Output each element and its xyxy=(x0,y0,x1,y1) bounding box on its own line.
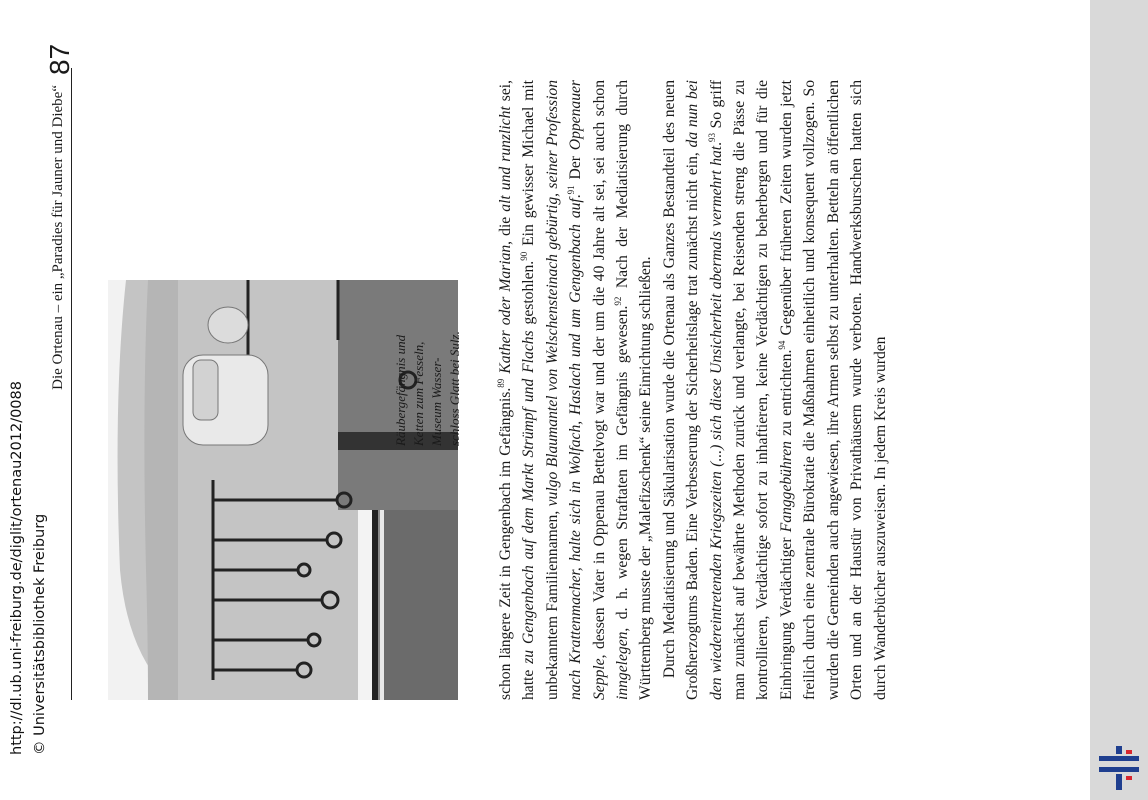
text-run: Durch Mediatisierung und Säkularisation wurde die Ortenau als Ganzes Bestandteil des neuen Großherzogtums Baden. Eine Verbesserung der Sicherheitslage trat zunächst nicht ein, xyxy=(660,80,702,700)
footnote-ref: 93 xyxy=(706,132,717,142)
footnote-ref: 94 xyxy=(776,340,787,350)
text-run xyxy=(497,374,514,379)
caption-line: Ketten zum Fesseln, xyxy=(411,341,426,446)
source-url[interactable]: http://dl.ub.uni-freiburg.de/diglit/ortenau2012/0088 xyxy=(9,381,25,755)
footnote-ref: 92 xyxy=(612,296,623,306)
italic-quote: inngelegen xyxy=(614,631,632,700)
page-number: 87 xyxy=(44,43,75,75)
text-run: schon längere Zeit in Gengenbach im Gefängnis. xyxy=(497,387,514,700)
caption-line: Museum Wasser- xyxy=(429,357,444,446)
text-run: , dessen Vater in Oppenau Bettelvogt war und der um die 40 Jahre alt sei, sei auch schon xyxy=(590,80,608,659)
text-run: . xyxy=(707,141,725,146)
header-rule xyxy=(71,68,72,700)
library-sidebar xyxy=(1090,0,1148,800)
italic-quote: alt und runzlicht xyxy=(497,106,514,212)
paragraph-2 xyxy=(658,80,892,700)
italic-quote: Fanggebühren xyxy=(777,441,795,533)
italic-quote: da nun bei den wiedereintretenden Kriegszeiten (...) sich diese Unsicherheit abermals vermehrt hat xyxy=(684,80,725,700)
text-run: , die xyxy=(497,211,514,245)
footnote-ref: 89 xyxy=(495,378,506,388)
body-text xyxy=(494,80,892,700)
copyright-notice: © Universitätsbibliothek Freiburg xyxy=(32,513,48,755)
paragraph-1 xyxy=(494,80,658,700)
running-head: Die Ortenau – ein „Paradies für Jauner und Diebe“ xyxy=(50,85,66,390)
footnote-ref: 90 xyxy=(519,251,530,261)
italic-quote: Oppenauer Sepple xyxy=(567,80,608,700)
text-run: Gegenüber früheren Zeiten wurden jetzt freilich durch eine zentrale Bürokratie die Maßnahmen einheitlich und konsequent vollzogen. So wurden die Gemeinden auch angewiesen, ihre Armen selbst zu unterhalten. Betteln an öffentlichen Orten und an der Haustür von Privathäusern wurde verboten. Handwerksburschen hatten sich durch Wanderbücher auszuweisen. In jedem Kreis wurden xyxy=(777,80,889,700)
footnote-ref: 91 xyxy=(566,185,577,195)
photo-caption xyxy=(392,246,464,446)
text-run: Nach der Mediatisierung durch Württemberg musste der „Malefizschenk“ seine Einrichtung schließen. xyxy=(614,79,655,700)
italic-quote: Kather oder Marian xyxy=(497,244,514,374)
text-run: Der xyxy=(567,150,585,186)
text-run: , d. h. wegen Straftaten im Gefängnis gewesen. xyxy=(614,305,632,632)
text-run: Ein gewisser Michael mit unbekanntem Familiennamen, xyxy=(520,79,561,700)
text-run: So griff man zunächst auf bewährte Methoden zurück und verlangte, bei Reisenden streng die Pässe zu kontrollieren, Verdächtige sofort zu inhaftieren, keine Verdächtigen zu beherbergen und für die Einbringung Verdächtiger xyxy=(707,80,795,700)
caption-line: Räubergefängnis und xyxy=(393,334,408,446)
italic-quote: zu Gengenbach auf dem Markt Strümpf und Flachs xyxy=(520,330,538,664)
caption-line: schloss Glatt bei Sulz. xyxy=(447,331,462,446)
sidebar-text xyxy=(0,0,58,800)
text-run: zu entrichten. xyxy=(777,349,795,442)
text-run: gestohlen. xyxy=(520,260,538,331)
text-run: sei, hatte xyxy=(497,79,538,700)
library-logo-icon xyxy=(1099,746,1139,790)
text-run: . xyxy=(567,194,585,199)
italic-quote: vulgo Blaumantel von Welschensteinach gebürtig, seiner Profession nach Krattenmacher, halte sich in Wolfach, Haslach und um Gengenbach auf xyxy=(543,80,585,700)
